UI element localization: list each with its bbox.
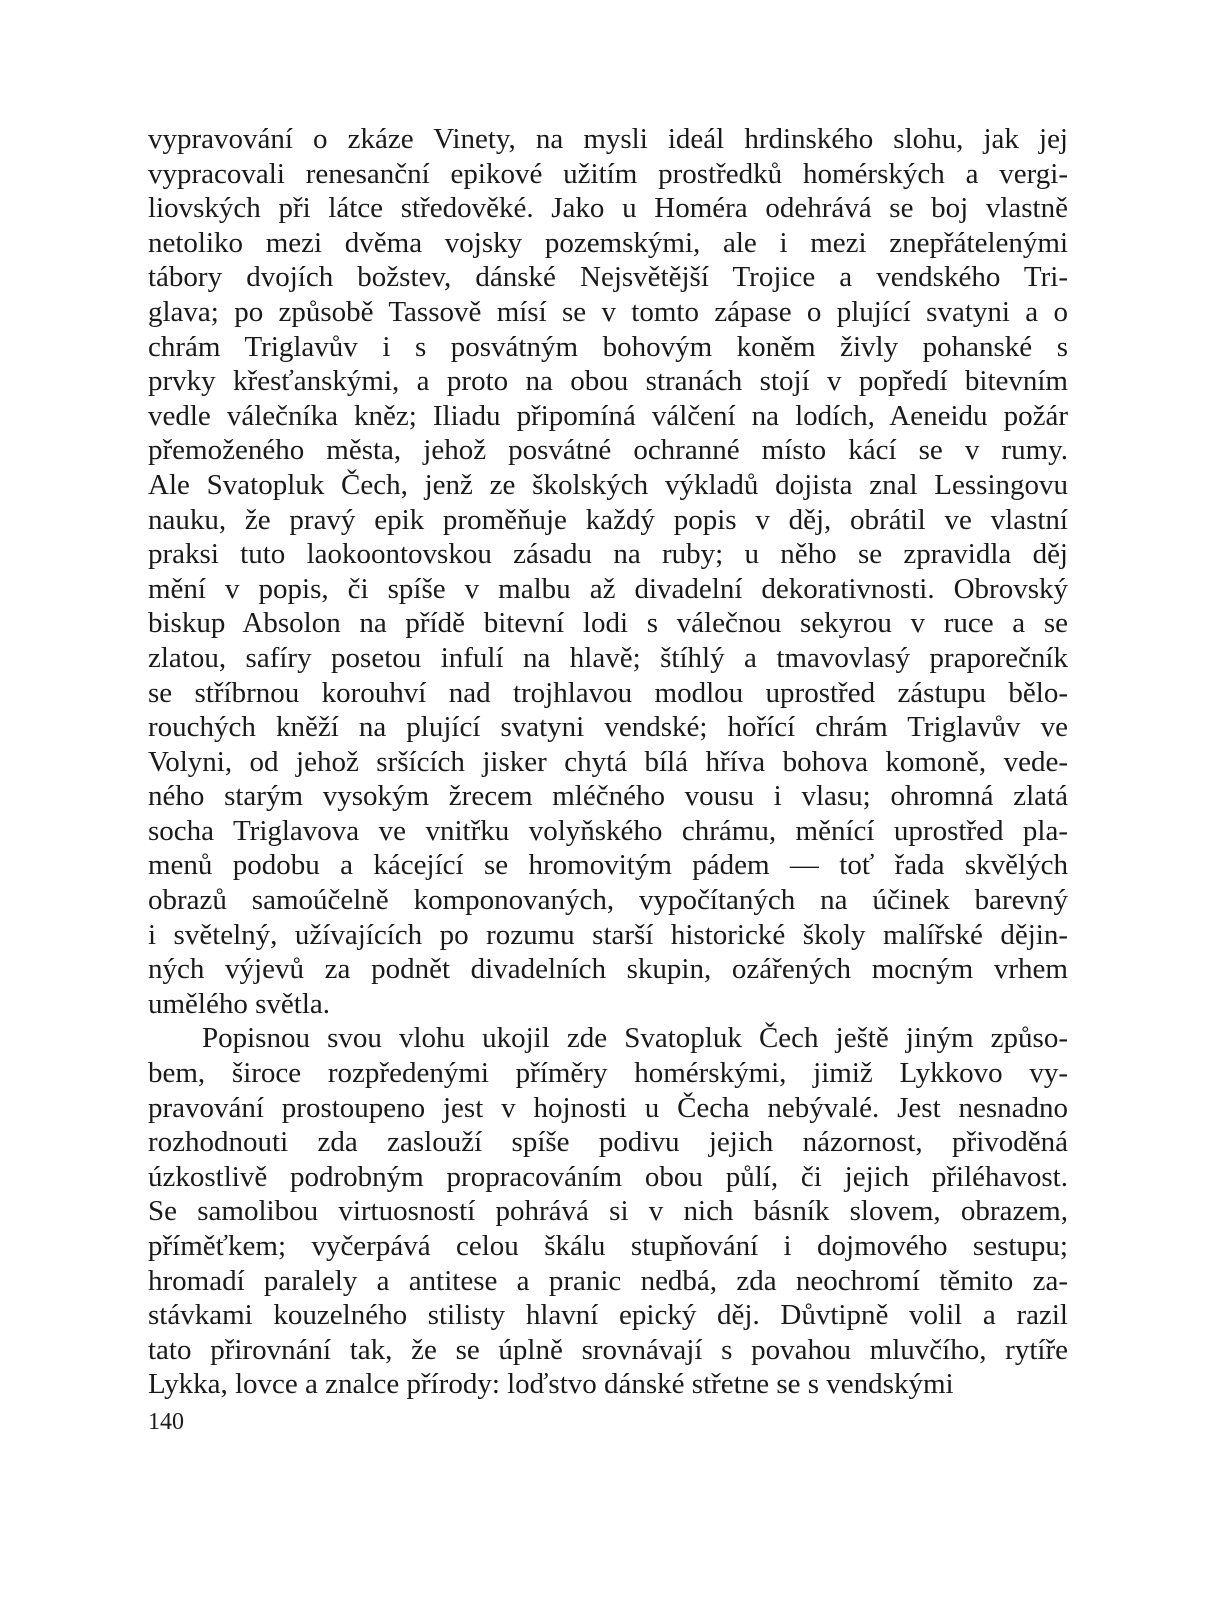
text-line: Popisnou svou vlohu ukojil zde Svatopluk Čech ještě jiným způso- (202, 1022, 1068, 1055)
text-line: glava; po způsobě Tassově mísí se v tomto zápase o plující svatyni a o (148, 295, 1068, 328)
text-line: netoliko mezi dvěma vojsky pozemskými, ale i mezi znepřátelenými (148, 226, 1068, 259)
text-line: tábory dvojích božstev, dánské Nejsvětější Trojice a vendského Tri- (148, 261, 1068, 294)
text-line: Volyni, od jehož sršících jisker chytá bílá hříva bohova komoně, vede- (148, 745, 1068, 778)
text-line: bem, široce rozpředenými příměry homérskými, jimiž Lykkovo vy- (148, 1057, 1068, 1090)
text-line: praksi tuto laokoontovskou zásadu na ruby; u něho se zpravidla děj (148, 538, 1068, 571)
text-line: Se samolibou virtuosností pohrává si v nich básník slovem, obrazem, (148, 1195, 1068, 1228)
text-line: úzkostlivě podrobným propracováním obou půlí, či jejich přiléhavost. (148, 1160, 1068, 1193)
paragraph (148, 122, 1068, 1021)
text-line: přemoženého města, jehož posvátné ochranné místo kácí se v rumy. (148, 434, 1068, 467)
page-number: 140 (148, 1409, 184, 1435)
text-line: vypravování o zkáze Vinety, na mysli ideál hrdinského slohu, jak jej (148, 123, 1068, 155)
text-line: vypracovali renesanční epikové užitím prostředků homérských a vergi- (148, 157, 1068, 190)
text-line: Ale Svatopluk Čech, jenž ze školských výkladů dojista znal Lessingovu (148, 468, 1068, 501)
text-line: stávkami kouzelného stilisty hlavní epický děj. Důvtipně volil a razil (148, 1299, 1068, 1332)
text-line: socha Triglavova ve vnitřku volyňského chrámu, měnící uprostřed pla- (148, 814, 1068, 847)
text-line: mění v popis, či spíše v malbu až divadelní dekorativnosti. Obrovský (148, 572, 1068, 605)
text-line: ného starým vysokým žrecem mléčného vousu i vlasu; ohromná zlatá (148, 780, 1068, 813)
text-line: zlatou, safíry posetou infulí na hlavě; štíhlý a tmavovlasý praporečník (148, 641, 1068, 674)
text-line: liovských při látce středověké. Jako u Homéra odehrává se boj vlastně (148, 192, 1068, 225)
text-line: pravování prostoupeno jest v hojnosti u Čecha nebývalé. Jest nesnadno (148, 1091, 1068, 1124)
text-line: rouchých kněží na plující svatyni vendské; hořící chrám Triglavův ve (148, 711, 1068, 744)
text-line: příměťkem; vyčerpává celou škálu stupňování i dojmového sestupu; (148, 1230, 1068, 1262)
paragraph (148, 1021, 1068, 1402)
text-line: vedle válečníka kněz; Iliadu připomíná válčení na lodích, Aeneidu požár (148, 399, 1068, 432)
text-line: obrazů samoúčelně komponovaných, vypočítaných na účinek barevný (148, 884, 1068, 917)
text-line: i světelný, užívajících po rozumu starší historické školy malířské dějin- (148, 918, 1068, 951)
text-line: Lykka, lovce a znalce přírody: loďstvo dánské střetne se s vendskými (148, 1368, 954, 1401)
text-line: hromadí paralely a antitese a pranic nedbá, zda neochromí těmito za- (148, 1264, 1068, 1297)
text-line: ných výjevů za podnět divadelních skupin, ozářených mocným vrhem (148, 953, 1068, 986)
text-line: chrám Triglavův i s posvátným bohovým koněm živly pohanské s (148, 330, 1068, 363)
text-line: tato přirovnání tak, že se úplně srovnávají s povahou mluvčího, rytíře (148, 1333, 1068, 1366)
text-line: biskup Absolon na přídě bitevní lodi s válečnou sekyrou v ruce a se (148, 607, 1068, 640)
text-line: rozhodnouti zda zaslouží spíše podivu jejich názornost, přivoděná (148, 1126, 1068, 1159)
body-text (148, 122, 1068, 1402)
text-line: prvky křesťanskými, a proto na obou stranách stojí v popředí bitevním (148, 365, 1068, 398)
text-line: umělého světla. (148, 987, 331, 1020)
text-line: menů podobu a kácející se hromovitým pádem — toť řada skvělých (148, 849, 1068, 882)
text-line: nauku, že pravý epik proměňuje každý popis v děj, obrátil ve vlastní (148, 503, 1068, 536)
text-line: se stříbrnou korouhví nad trojhlavou modlou uprostřed zástupu bělo- (148, 676, 1068, 709)
